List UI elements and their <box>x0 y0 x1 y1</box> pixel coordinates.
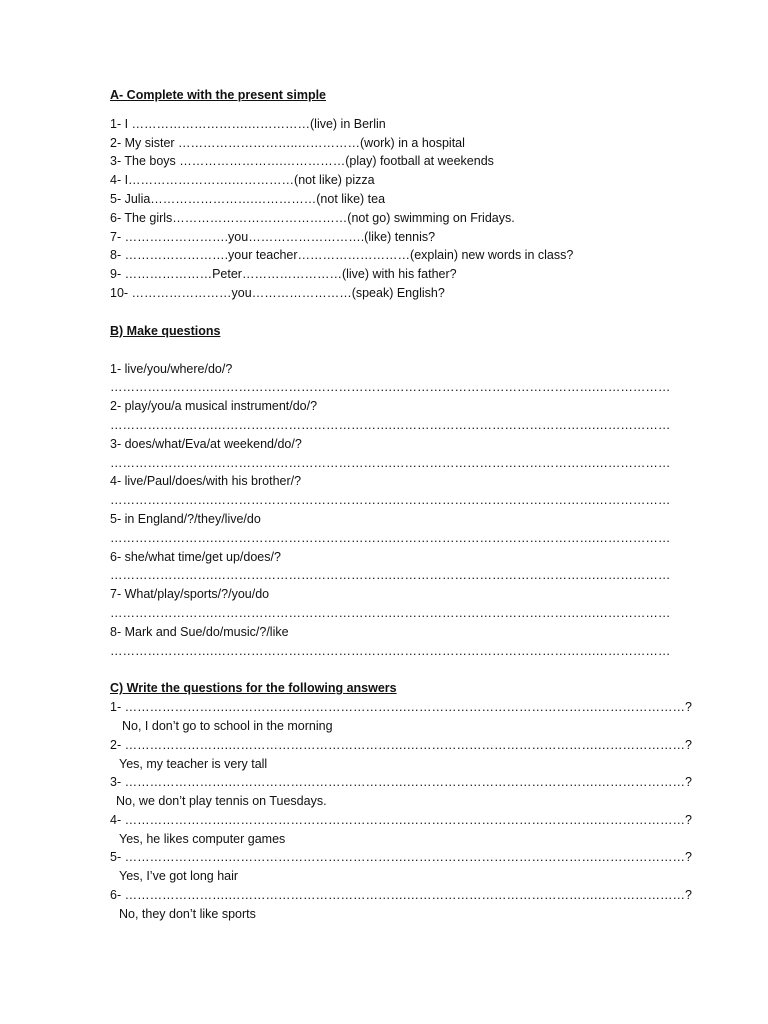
answer-line: …………………….…………………………………….………………………………………….……………… <box>110 530 671 545</box>
answer-line: …………………….…………………………………….………………………………………….……………… <box>110 455 671 470</box>
answer-line: …………………….…………………………………….………………………………………….……………… <box>110 568 671 583</box>
section-a-item-10: 10- ……………………you……………………(speak) English? <box>110 285 445 300</box>
section-c-question-3: 3- …………………….…………………………………….……………………………………….…………………? <box>110 775 692 790</box>
section-c-question-4: 4- …………………….…………………………………….……………………………………….…………………? <box>110 812 692 827</box>
section-a-item-6: 6- The girls……………………………………(not go) swimming on Fridays. <box>110 210 515 225</box>
section-b-item-1: 1- live/you/where/do/? <box>110 361 233 376</box>
section-a-item-5: 5- Julia…………………….……………(not like) tea <box>110 191 386 206</box>
section-c-answer-1: No, I don’t go to school in the morning <box>122 718 333 733</box>
section-c-question-1: 1- …………………….…………………………………….……………………………………….…………………? <box>110 700 692 715</box>
answer-line: …………………….…………………………………….………………………………………….……………… <box>110 380 671 395</box>
worksheet <box>110 86 692 924</box>
section-b-heading: B) Make questions <box>110 323 221 338</box>
answer-line: …………………….…………………………………….………………………………………….……………… <box>110 493 671 508</box>
answer-line: …………………….…………………………………….………………………………………….……………… <box>110 417 671 432</box>
section-b-item-3: 3- does/what/Eva/at weekend/do/? <box>110 436 302 451</box>
section-c-question-2: 2- …………………….…………………………………….……………………………………….…………………? <box>110 737 692 752</box>
section-a-heading: A- Complete with the present simple <box>110 88 327 102</box>
section-a-item-4: 4- I…………………….……………(not like) pizza <box>110 173 375 188</box>
section-b-item-7: 7- What/play/sports/?/you/do <box>110 587 270 602</box>
section-c-answer-3: No, we don’t play tennis on Tuesdays. <box>116 794 327 809</box>
section-c-question-5: 5- …………………….…………………………………….……………………………………….…………………? <box>110 850 692 865</box>
section-b <box>110 322 671 661</box>
section-a-item-9: 9- …………………Peter……………………(live) with his father? <box>110 267 457 282</box>
section-b-item-2: 2- play/you/a musical instrument/do/? <box>110 399 318 414</box>
answer-line: …………………….…………………………………….………………………………………….……………… <box>110 605 671 620</box>
section-c-heading: C) Write the questions for the following answers <box>110 681 397 696</box>
section-c <box>110 679 692 923</box>
section-a-item-1: 1- I ……………………….……………(live) in Berlin <box>110 116 386 131</box>
section-c-question-6: 6- …………………….…………………………………….……………………………………….…………………? <box>110 888 692 903</box>
section-c-answer-4: Yes, he likes computer games <box>119 831 286 846</box>
section-a-item-7: 7- …………………….you……………………….(like) tennis? <box>110 229 436 244</box>
section-c-answer-6: No, they don’t like sports <box>119 906 256 921</box>
section-c-answer-2: Yes, my teacher is very tall <box>119 756 268 771</box>
section-c-answer-5: Yes, I’ve got long hair <box>119 869 239 884</box>
section-b-item-6: 6- she/what time/get up/does/? <box>110 549 281 564</box>
section-a-item-8: 8- …………………….your teacher………………………(explain) new words in class? <box>110 248 574 263</box>
section-a <box>110 86 574 303</box>
section-b-item-8: 8- Mark and Sue/do/music/?/like <box>110 624 289 639</box>
section-b-item-5: 5- in England/?/they/live/do <box>110 511 261 526</box>
answer-line: …………………….…………………………………….………………………………………….……………… <box>110 643 671 658</box>
section-a-item-3: 3- The boys …………………….……………(play) football at weekends <box>110 154 494 169</box>
section-b-item-4: 4- live/Paul/does/with his brother/? <box>110 474 302 489</box>
section-a-item-2: 2- My sister ………………………..……………(work) in a hospital <box>110 135 465 150</box>
